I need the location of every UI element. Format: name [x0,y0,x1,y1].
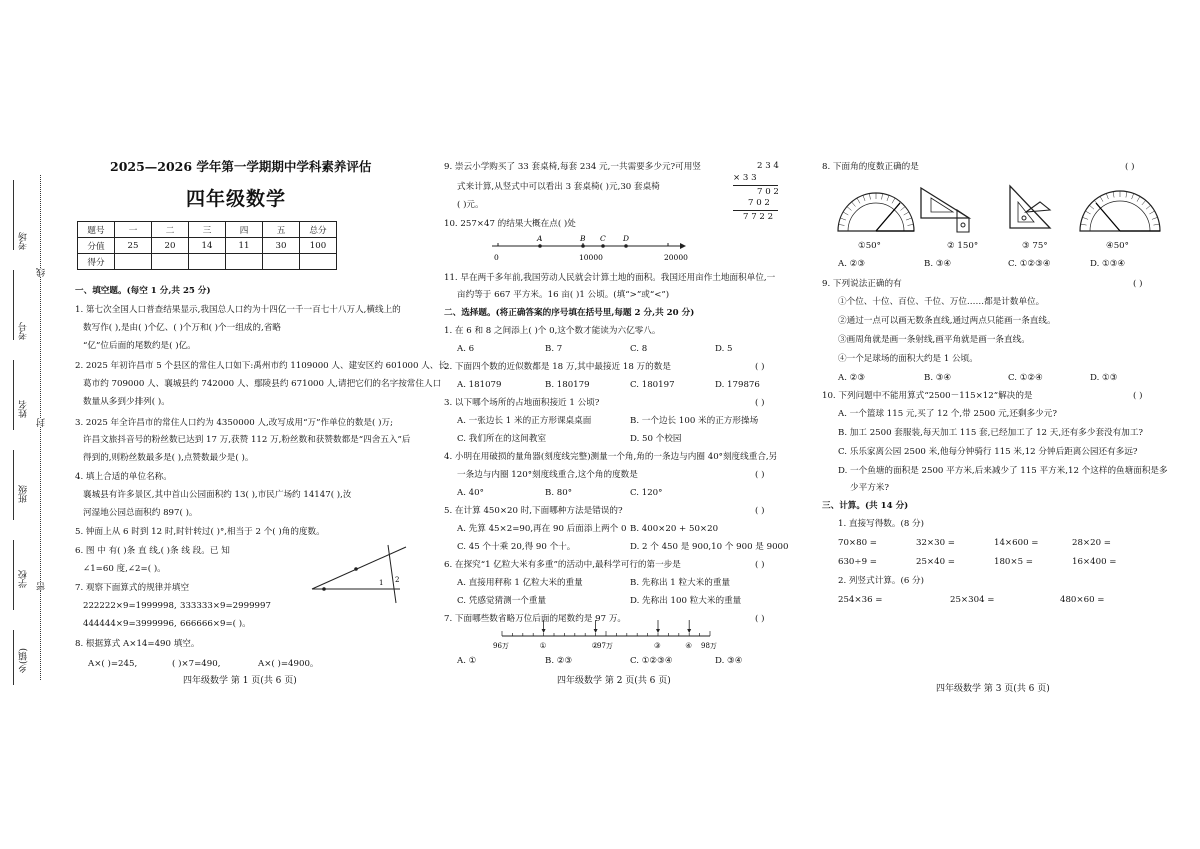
calc-item[interactable]: 70×80 = [838,538,878,548]
binding-label-exam-room: 考场 [19,232,29,250]
protractor-tick [892,198,895,203]
tick-label: 96万 [493,642,509,650]
answer-paren[interactable]: ( ) [1133,279,1143,289]
protractor-tick [1113,192,1114,198]
option-c[interactable]: C. 180197 [630,380,675,390]
point-D [624,244,628,248]
protractor-tick [847,207,852,211]
tick-label: 97万 [597,642,613,650]
table-cell: 总分 [300,222,337,238]
option-b[interactable]: B. 80° [545,488,573,498]
protractor-tick [901,207,906,211]
point-label: C [600,234,606,243]
question-text: 亩约等于 667 平方米。16 亩( )1 公顷。(填“>”或“<”) [457,290,670,300]
circled-label: ② [591,641,599,650]
question-text: 式来计算,从竖式中可以看出 3 套桌椅( )元,30 套桌椅 [457,182,660,192]
protractor-tick [906,218,912,220]
circled-label: ④ [685,641,692,650]
protractor-tick [863,195,865,201]
table-cell: 四 [226,222,263,238]
rule-item: 666666×9=( )。 [180,619,251,629]
point-label: B [580,234,586,243]
calc-item[interactable]: 254×36 = [838,595,883,605]
answer-paren[interactable]: ( ) [755,560,765,570]
protractor-tick [1106,193,1108,199]
protractor-tick [857,198,860,203]
option-c[interactable]: C. 我们所在的这间教室 [457,434,547,444]
option-b[interactable]: B. ③④ [924,373,952,383]
option-a[interactable]: A. 181079 [457,380,502,390]
table-cell: 11 [226,238,263,254]
protractor-tick [1149,211,1154,214]
question-text: 4. 小明在用破损的量角器(刻度线完整)测量一个角,角的一条边与内圈 40°刻度线重合,另 [444,452,778,462]
option-d[interactable]: D. 179876 [715,380,760,390]
question-text: “亿”位后面的尾数约是( )亿。 [83,341,196,351]
option-b[interactable]: B. 7 [545,344,563,354]
calc-item[interactable]: 28×20 = [1072,538,1112,548]
question-text: 9. 下列说法正确的有 [822,279,902,289]
table-cell: 题号 [78,222,115,238]
option-b[interactable]: B. 400×20 + 50×20 [630,524,719,534]
binding-label-school: 学校 [19,570,29,588]
protractor-tick [1152,217,1158,219]
option-d[interactable]: D. 先称出 100 粒大米的重量 [630,596,742,606]
rule-item: 444444×9=3999996, [83,619,177,629]
arrow-head [542,629,546,633]
protractor-figure-4 [1078,185,1162,235]
question-text: 7. 观察下面算式的规律并填空 [75,583,190,593]
question-text: 葛市约 709000 人、襄城县约 742000 人、鄢陵县约 671000 人,请把它们的名字按常住人口 [83,379,442,389]
blank-item: A×( )=4900。 [258,659,319,669]
page-footer: 四年级数学 第 3 页(共 6 页) [936,684,1050,694]
option-b[interactable]: B. ③④ [924,259,952,269]
table-cell: 分值 [78,238,115,254]
protractor-tick [882,194,883,200]
option-c[interactable]: C. ①②④ [1008,373,1043,383]
calc-item[interactable]: 14×600 = [994,538,1039,548]
option-b[interactable]: B. 一个边长 100 米的正方形操场 [630,416,759,426]
option-a[interactable]: A. 先算 45×2=90,再在 90 后面添上两个 0 [457,524,627,534]
svg-text:2: 2 [395,576,400,584]
binding-label-name: 姓名 [19,400,29,418]
blank-item: ( )×7=490, [172,659,221,669]
tick-label: 10000 [579,253,603,262]
section-calc: 三、计算。(共 14 分) [822,501,909,511]
section-fill-blank: 一、填空题。(每空 1 分,共 25 分) [75,286,211,296]
question-text: 2. 下面四个数的近似数都是 18 万,其中最接近 18 万的数是 [444,362,671,372]
table-cell: 30 [263,238,300,254]
protractor-tick [1085,211,1090,214]
protractor-tick [1142,200,1146,205]
rule-item: 333333×9=2999997 [180,601,271,611]
option-a[interactable]: A. 40° [457,488,484,498]
protractor-tick [887,195,889,201]
option-c[interactable]: C. 凭感觉猜测一个重量 [457,596,547,606]
statement: ③画周角就是画一条射线,画平角就是画一条直线。 [838,335,1030,345]
option-a[interactable]: A. 一个篮球 115 元,买了 12 个,带 2500 元,还剩多少元? [838,409,1057,419]
option-a[interactable]: A. 直接用秤称 1 亿粒大米的重量 [457,578,583,588]
score-table [77,221,337,270]
arrow-head [687,629,691,633]
answer-paren[interactable]: ( ) [755,614,765,624]
number-line [488,234,688,264]
question-text: 3. 以下哪个场所的占地面积接近 1 公顷? [444,398,600,408]
point-C [601,244,605,248]
arrow-head [594,629,598,633]
binding-label-town: 乡(镇) [19,648,29,674]
table-cell: 二 [152,222,189,238]
score-input-cell[interactable] [300,254,337,270]
question-text: 3. 2025 年全许昌市的常住人口约为 4350000 人,改写成用“万”作单位的数是( )万; [75,418,393,428]
protractor-tick [1146,205,1151,209]
question-text: 河湿地公园总面积约 897( )。 [83,508,198,518]
page-footer: 四年级数学 第 2 页(共 6 页) [557,676,671,686]
option-d[interactable]: D. 2 个 450 是 900,10 个 900 是 9000 [630,542,789,552]
protractor-tick [904,212,909,215]
question-text: 5. 在计算 450×20 时,下面哪种方法是错误的? [444,506,623,516]
statement: ②通过一点可以画无数条直线,通过两点只能画一条直线。 [838,316,1056,326]
circled-label: ③ [654,641,661,650]
protractor-figure-1 [836,185,916,235]
table-cell: 100 [300,238,337,254]
option-d[interactable]: D. ③④ [715,656,743,666]
score-input-cell[interactable] [152,254,189,270]
score-input-cell[interactable] [115,254,152,270]
calc-item[interactable]: 630÷9 = [838,557,878,567]
question-text: 5. 钟面上从 6 时到 12 时,时针转过( )°,相当于 2 个( )角的度数。 [75,527,325,537]
table-cell: 20 [152,238,189,254]
section-choice: 二、选择题。(将正确答案的序号填在括号里,每题 2 分,共 20 分) [444,308,695,318]
binding-line [13,180,14,250]
option-a[interactable]: A. ① [457,656,477,666]
table-cell: 25 [115,238,152,254]
table-cell: 五 [263,222,300,238]
blank-item: A×( )=245, [88,659,138,669]
option-d-cont: 少平方米? [850,483,889,493]
point-label: A [537,234,543,243]
calc-item[interactable]: 180×5 = [994,557,1034,567]
calc-line: 7 0 2 [757,187,779,197]
protractor-tick [1132,193,1134,199]
option-a[interactable]: A. ②③ [838,373,866,383]
protractor-tick [839,224,845,225]
circled-label: ① [539,641,547,650]
binding-line [13,450,14,520]
question-text: 襄城县有许多景区,其中首山公园面积约 13( ),市民广场约 14147( ),汝 [83,490,352,500]
question-text: 数量从多到少排列( )。 [83,397,170,407]
question-text: 9. 崇云小学购买了 33 套桌椅,每套 234 元,一共需要多少元?可用竖 [444,162,701,172]
point-A [538,244,542,248]
answer-paren[interactable]: ( ) [755,506,765,516]
table-row [78,238,337,254]
protractor-tick [869,194,870,200]
binding-mark-seal: 封 [37,418,47,427]
question-text: 10. 下列问题中不能用算式“2500－115×12”解决的是 [822,391,1033,401]
figure-label: ④50° [1106,241,1129,251]
statement: ①个位、十位、百位、千位、万位……都是计数单位。 [838,297,1045,307]
tick-label: 0 [494,253,499,262]
question-text: 8. 下面角的度数正确的是 [822,162,919,172]
protractor-tick [1126,192,1127,198]
protractor-tick [1082,217,1088,219]
rule-item: 222222×9=1999998, [83,601,177,611]
page-footer: 四年级数学 第 1 页(共 6 页) [183,676,297,686]
option-d[interactable]: D. ①③④ [1090,259,1126,269]
option-c[interactable]: C. ①②③④ [1008,259,1051,269]
binding-mark-close: 密 [37,582,47,591]
calc-line: × 3 3 [733,173,757,183]
question-text: 一条边与内圈 120°刻度线重合,这个角的度数是 [457,470,638,480]
tick-label: 98万 [701,642,717,650]
tick-label: 20000 [664,253,688,262]
table-cell: 三 [189,222,226,238]
table-row [78,222,337,238]
table-row [78,254,337,270]
binding-line [13,270,14,340]
question-text: 10. 257×47 的结果大概在点( )处 [444,219,576,229]
protractor-tick [1081,224,1087,225]
binding-line [13,630,14,685]
question-text: 1. 在 6 和 8 之间添上( )个 0,这个数才能读为六亿零八。 [444,326,661,336]
calc-line: 7 0 2 [748,198,770,208]
protractor-tick [843,212,848,215]
calc-line: 7 7 2 2 [743,212,774,222]
option-d[interactable]: D. 50 个校园 [630,434,682,444]
option-b[interactable]: B. 先称出 1 粒大米的重量 [630,578,731,588]
question-text: 数写作( ),是由( )个亿、( )个万和( )个一组成的,省略 [83,323,281,333]
question-text: 得到的,则粉丝数最多是( ),点赞数最少是( )。 [83,453,254,463]
option-c[interactable]: C. 45 个十乘 20,得 90 个十。 [457,542,576,552]
binding-label-exam-number: 考号 [19,322,29,340]
point-B [581,244,585,248]
protractor-tick [1137,196,1140,201]
protractor-tick [1089,205,1094,209]
protractor-tick [1100,196,1103,201]
protractor-tick [840,218,846,220]
option-c[interactable]: C. 8 [630,344,648,354]
answer-paren[interactable]: ( ) [1133,391,1143,401]
calc-item[interactable]: 480×60 = [1060,595,1105,605]
triangle-ruler-figure-2 [917,180,973,236]
statement: ④一个足球场的面积大约是 1 公顷。 [838,354,978,364]
question-text: 1. 第七次全国人口普查结果显示,我国总人口约为十四亿一千一百七十八万人,横线上的 [75,305,401,315]
calc-line: 2 3 4 [757,161,779,171]
calc-item[interactable]: 25×304 = [950,595,995,605]
option-b[interactable]: B. 加工 2500 套服装,每天加工 115 套,已经加工了 12 天,还有多少套没有加工? [838,428,1144,438]
figure-label: ①50° [858,241,881,251]
question-text: 2. 2025 年初许昌市 5 个县区的常住人口如下:禹州市约 1109000 人、建安区约 601000 人、长 [75,361,447,371]
option-d[interactable]: D. ①③ [1090,373,1118,383]
option-a[interactable]: A. ②③ [838,259,866,269]
answer-paren[interactable]: ( ) [755,470,765,480]
option-a[interactable]: A. 6 [457,344,475,354]
protractor-tick [908,224,914,225]
binding-line [13,540,14,610]
option-c[interactable]: C. 乐乐家离公园 2500 米,他每分钟骑行 115 米,12 分钟后距离公园还有多远? [838,447,1138,457]
figure-label: ③ 75° [1022,241,1048,251]
binding-dotted-line [40,175,41,680]
protractor-tick [852,202,856,207]
arrow-head [680,243,686,249]
option-c[interactable]: C. 120° [630,488,663,498]
question-text: ( )元。 [457,200,484,210]
calc-item[interactable]: 32×30 = [916,538,956,548]
answer-paren[interactable]: ( ) [755,362,765,372]
table-cell: 一 [115,222,152,238]
score-input-cell[interactable] [263,254,300,270]
binding-line [13,360,14,430]
question-text: 许昌文旅抖音号的粉丝数已达到 17 万,获赞 112 万,粉丝数和获赞数都是“四舍五入”后 [83,435,411,445]
option-b[interactable]: B. ②③ [545,656,573,666]
table-cell: 14 [189,238,226,254]
answer-paren[interactable]: ( ) [1125,162,1135,172]
svg-text:1: 1 [379,579,384,587]
score-input-cell[interactable] [226,254,263,270]
binding-label-class: 班级 [19,485,29,503]
arrow-head [656,629,660,633]
sub-title: 2. 列竖式计算。(6 分) [838,576,924,586]
exam-title: 2025—2026 学年第一学期期中学科素养评估 [110,159,372,174]
binding-mark-line: 线 [37,268,47,277]
question-text: 8. 根据算式 A×14=490 填空。 [75,639,200,649]
question-text: ∠1=60 度,∠2=( )。 [83,564,166,574]
question-text: 6. 图 中 有( )条 直 线,( )条 线 段。已 知 [75,546,230,556]
option-c[interactable]: C. ①②③④ [630,656,673,666]
triangle-ruler-figure-3 [1000,180,1056,236]
option-b[interactable]: B. 180179 [545,380,590,390]
option-d[interactable]: D. 5 [715,344,733,354]
figure-label: ② 150° [947,241,979,251]
calc-item[interactable]: 16×400 = [1072,557,1117,567]
protractor-tick [1153,224,1159,225]
question-text: 7. 下面哪些数省略万位后面的尾数约是 97 万。 [444,614,627,624]
question-text: 11. 早在两千多年前,我国劳动人民就会计算土地的面积。我国还用亩作土地面积单位,一 [444,273,776,283]
lines-angle-figure [310,545,410,605]
option-d[interactable]: D. 一个鱼塘的面积是 2500 平方米,后来减少了 115 平方米,12 个这样的鱼塘面积是多 [838,466,1168,476]
number-line [482,620,722,652]
table-cell: 得分 [78,254,115,270]
answer-paren[interactable]: ( ) [755,398,765,408]
question-text: 4. 填上合适的单位名称。 [75,472,172,482]
sub-title: 1. 直接写得数。(8 分) [838,519,924,529]
calc-item[interactable]: 25×40 = [916,557,956,567]
exam-subject: 四年级数学 [186,188,287,210]
point-label: D [623,234,630,243]
score-input-cell[interactable] [189,254,226,270]
question-text: 6. 在探究“1 亿粒大米有多重”的活动中,最科学可行的第一步是 [444,560,681,570]
option-a[interactable]: A. 一张边长 1 米的正方形课桌桌面 [457,416,592,426]
